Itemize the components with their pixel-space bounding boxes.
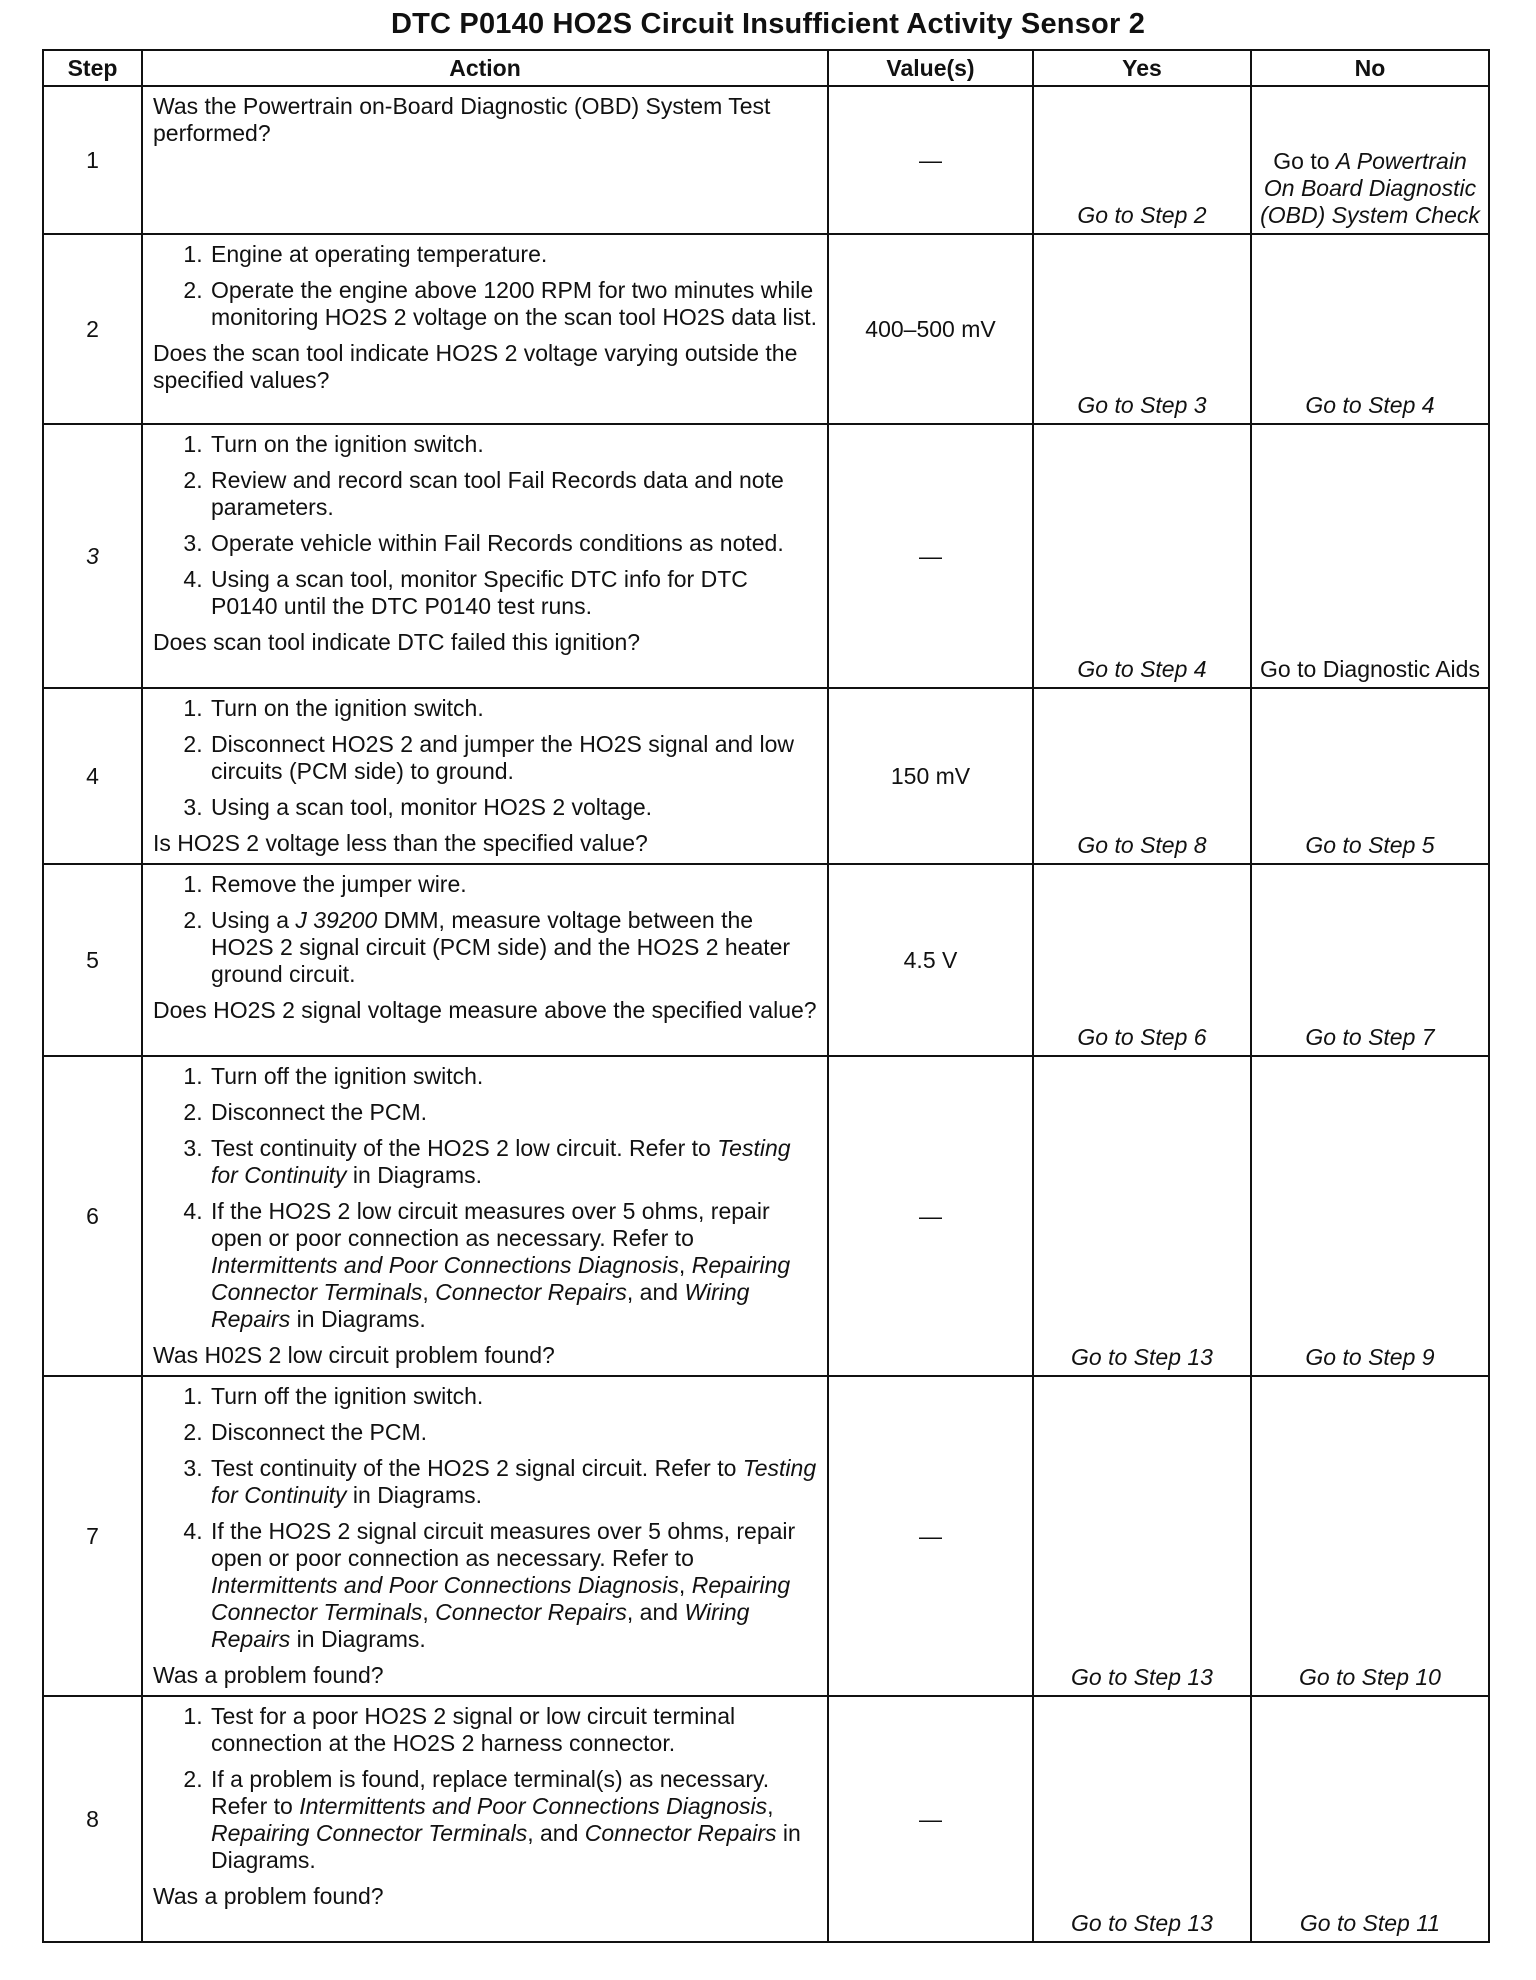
action-step: 1. Turn on the ignition switch. (209, 695, 817, 722)
action-question: Does HO2S 2 signal voltage measure above the specified value? (153, 997, 817, 1023)
doc-reference: Intermittents and Poor Connections Diagnosis (211, 1572, 679, 1598)
value-cell: — (828, 86, 1033, 234)
yes-cell (1033, 1376, 1251, 1696)
value-cell: 4.5 V (828, 864, 1033, 1056)
doc-reference: Testing for Continuity (211, 1135, 791, 1188)
step-text: in Diagrams. (346, 1482, 482, 1508)
no-cell (1251, 864, 1489, 1056)
value-cell: 400–500 mV (828, 234, 1033, 424)
header-row (43, 50, 1489, 86)
yes-text: Go to Step 2 (1077, 202, 1207, 228)
doc-reference: Testing for Continuity (211, 1455, 817, 1508)
step-text: in Diagrams. (211, 1820, 801, 1873)
action-step (209, 1766, 817, 1874)
yes-text: Go to Step 4 (1077, 656, 1207, 682)
action-cell (142, 1056, 828, 1376)
yes-cell (1033, 864, 1251, 1056)
value-cell: — (828, 1376, 1033, 1696)
action-step: 2. Disconnect the PCM. (209, 1419, 817, 1446)
action-cell (142, 86, 828, 234)
action-cell (142, 424, 828, 688)
no-prefix: Go to (1273, 148, 1336, 174)
no-cell (1251, 234, 1489, 424)
no-text: Go to Step 7 (1305, 1024, 1435, 1050)
header-no: No (1251, 50, 1489, 86)
yes-text: Go to Step 13 (1071, 1344, 1213, 1370)
step-text: Test continuity of the HO2S 2 signal circuit. Refer to (211, 1455, 743, 1481)
doc-reference: Connector Repairs (584, 1820, 777, 1846)
action-steps (153, 1063, 817, 1333)
action-step: 1. Turn off the ignition switch. (209, 1063, 817, 1090)
yes-text: Go to Step 13 (1071, 1910, 1213, 1936)
header-yes: Yes (1033, 50, 1251, 86)
yes-text: Go to Step 13 (1071, 1664, 1213, 1690)
action-steps (153, 431, 817, 620)
no-text: Go to Step 4 (1305, 392, 1435, 418)
step-text: in Diagrams. (346, 1162, 482, 1188)
no-reference: A Powertrain On Board Diagnostic (OBD) System Check (1260, 148, 1480, 228)
action-step (209, 1198, 817, 1333)
action-question: Was a problem found? (153, 1883, 384, 1909)
separator: , (422, 1599, 436, 1625)
doc-reference: Connector Repairs (435, 1599, 627, 1625)
no-text: Go to Step 10 (1299, 1664, 1441, 1690)
table-row (43, 424, 1489, 688)
action-cell (142, 1376, 828, 1696)
action-step: 4. Using a scan tool, monitor Specific DTC info for DTC P0140 until the DTC P0140 test runs. (209, 566, 817, 620)
yes-cell (1033, 1696, 1251, 1942)
step-number: 8 (43, 1696, 142, 1942)
no-text: Go to Step 5 (1305, 832, 1435, 858)
doc-reference: Wiring Repairs (211, 1599, 750, 1652)
action-cell (142, 864, 828, 1056)
action-question: Was H02S 2 low circuit problem found? (153, 1342, 555, 1368)
no-cell (1251, 1376, 1489, 1696)
doc-reference: Wiring Repairs (211, 1279, 750, 1332)
action-cell (142, 688, 828, 864)
value-cell: — (828, 424, 1033, 688)
step-number: 7 (43, 1376, 142, 1696)
yes-cell (1033, 688, 1251, 864)
action-question: Is HO2S 2 voltage less than the specified value? (153, 830, 648, 856)
value-cell: 150 mV (828, 688, 1033, 864)
separator: , and (527, 1820, 585, 1846)
action-step: 3. Using a scan tool, monitor HO2S 2 voltage. (209, 794, 817, 821)
no-cell (1251, 688, 1489, 864)
yes-text: Go to Step 8 (1077, 832, 1207, 858)
step-text: in Diagrams. (290, 1306, 426, 1332)
action-cell (142, 234, 828, 424)
action-step: 1. Engine at operating temperature. (209, 241, 817, 268)
diagnostic-table (42, 49, 1490, 1943)
action-cell (142, 1696, 828, 1942)
step-number: 2 (43, 234, 142, 424)
doc-reference: Intermittents and Poor Connections Diagnosis (299, 1793, 768, 1819)
no-cell (1251, 86, 1489, 234)
no-text: Go to Step 11 (1299, 1910, 1441, 1936)
step-text: in Diagrams. (290, 1626, 426, 1652)
yes-cell (1033, 234, 1251, 424)
action-question: Does the scan tool indicate HO2S 2 voltage varying outside the specified values? (153, 340, 798, 393)
action-step: 2. Operate the engine above 1200 RPM for two minutes while monitoring HO2S 2 voltage on the scan tool HO2S data list. (209, 277, 817, 331)
no-cell (1251, 1696, 1489, 1942)
action-step: 2. Disconnect the PCM. (209, 1099, 817, 1126)
no-text: Go to Diagnostic Aids (1260, 656, 1480, 682)
step-text: Using a (211, 907, 296, 933)
yes-text: Go to Step 6 (1077, 1024, 1207, 1050)
action-step (209, 1518, 817, 1653)
action-question: Was a problem found? (153, 1662, 384, 1688)
step-text: If the HO2S 2 signal circuit measures over 5 ohms, repair open or poor connection as necessary. Refer to (211, 1518, 796, 1571)
action-step (209, 1455, 817, 1509)
step-number: 4 (43, 688, 142, 864)
separator: , (767, 1793, 774, 1819)
step-text: If a problem is found, replace terminal(s) as necessary. Refer to (211, 1766, 770, 1819)
table-row (43, 1376, 1489, 1696)
separator: , and (626, 1599, 685, 1625)
action-step: 2. Disconnect HO2S 2 and jumper the HO2S signal and low circuits (PCM side) to ground. (209, 731, 817, 785)
table-row (43, 864, 1489, 1056)
no-text: Go to Step 9 (1305, 1344, 1435, 1370)
yes-text: Go to Step 3 (1077, 392, 1207, 418)
header-step: Step (43, 50, 142, 86)
separator: , and (626, 1279, 685, 1305)
step-number: 3 (43, 424, 142, 688)
action-steps (153, 695, 817, 821)
table-row (43, 688, 1489, 864)
step-number: 1 (43, 86, 142, 234)
value-cell: — (828, 1056, 1033, 1376)
step-text: Test continuity of the HO2S 2 low circuit. Refer to (211, 1135, 718, 1161)
step-text: If the HO2S 2 low circuit measures over 5 ohms, repair open or poor connection as necessary. Refer to (211, 1198, 770, 1251)
action-step (209, 1135, 817, 1189)
header-action: Action (142, 50, 828, 86)
page-title: DTC P0140 HO2S Circuit Insufficient Activity Sensor 2 (390, 8, 1146, 40)
yes-cell (1033, 424, 1251, 688)
action-steps (153, 1383, 817, 1653)
header-values: Value(s) (828, 50, 1033, 86)
no-cell (1251, 424, 1489, 688)
doc-reference: Repairing Connector Terminals (211, 1252, 791, 1305)
action-step: 1. Remove the jumper wire. (209, 871, 817, 898)
no-cell (1251, 1056, 1489, 1376)
table-row (43, 1056, 1489, 1376)
separator: , (678, 1572, 692, 1598)
step-number: 6 (43, 1056, 142, 1376)
doc-reference: Connector Repairs (435, 1279, 627, 1305)
doc-reference: Intermittents and Poor Connections Diagnosis (211, 1252, 679, 1278)
action-steps (153, 241, 817, 331)
doc-reference: Repairing Connector Terminals (211, 1820, 528, 1846)
doc-reference: Repairing Connector Terminals (211, 1572, 791, 1625)
action-question: Was the Powertrain on-Board Diagnostic (OBD) System Test performed? (153, 93, 771, 146)
yes-cell (1033, 86, 1251, 234)
tool-reference: J 39200 (295, 907, 378, 933)
action-step: 1. Test for a poor HO2S 2 signal or low circuit terminal connection at the HO2S 2 harness connector. (209, 1703, 817, 1757)
separator: , (678, 1252, 692, 1278)
yes-cell (1033, 1056, 1251, 1376)
action-step: 2. Review and record scan tool Fail Records data and note parameters. (209, 467, 817, 521)
table-row (43, 1696, 1489, 1942)
action-steps (153, 1703, 817, 1874)
value-cell: — (828, 1696, 1033, 1942)
table-row (43, 234, 1489, 424)
action-step: 1. Turn on the ignition switch. (209, 431, 817, 458)
action-step (209, 907, 817, 988)
action-step: 1. Turn off the ignition switch. (209, 1383, 817, 1410)
action-steps (153, 871, 817, 988)
step-text: DMM, measure voltage between the HO2S 2 signal circuit (PCM side) and the HO2S 2 heater ground circuit. (211, 907, 791, 987)
table-row (43, 86, 1489, 234)
action-step: 3. Operate vehicle within Fail Records conditions as noted. (209, 530, 817, 557)
step-number: 5 (43, 864, 142, 1056)
separator: , (422, 1279, 436, 1305)
action-question: Does scan tool indicate DTC failed this ignition? (153, 629, 641, 655)
